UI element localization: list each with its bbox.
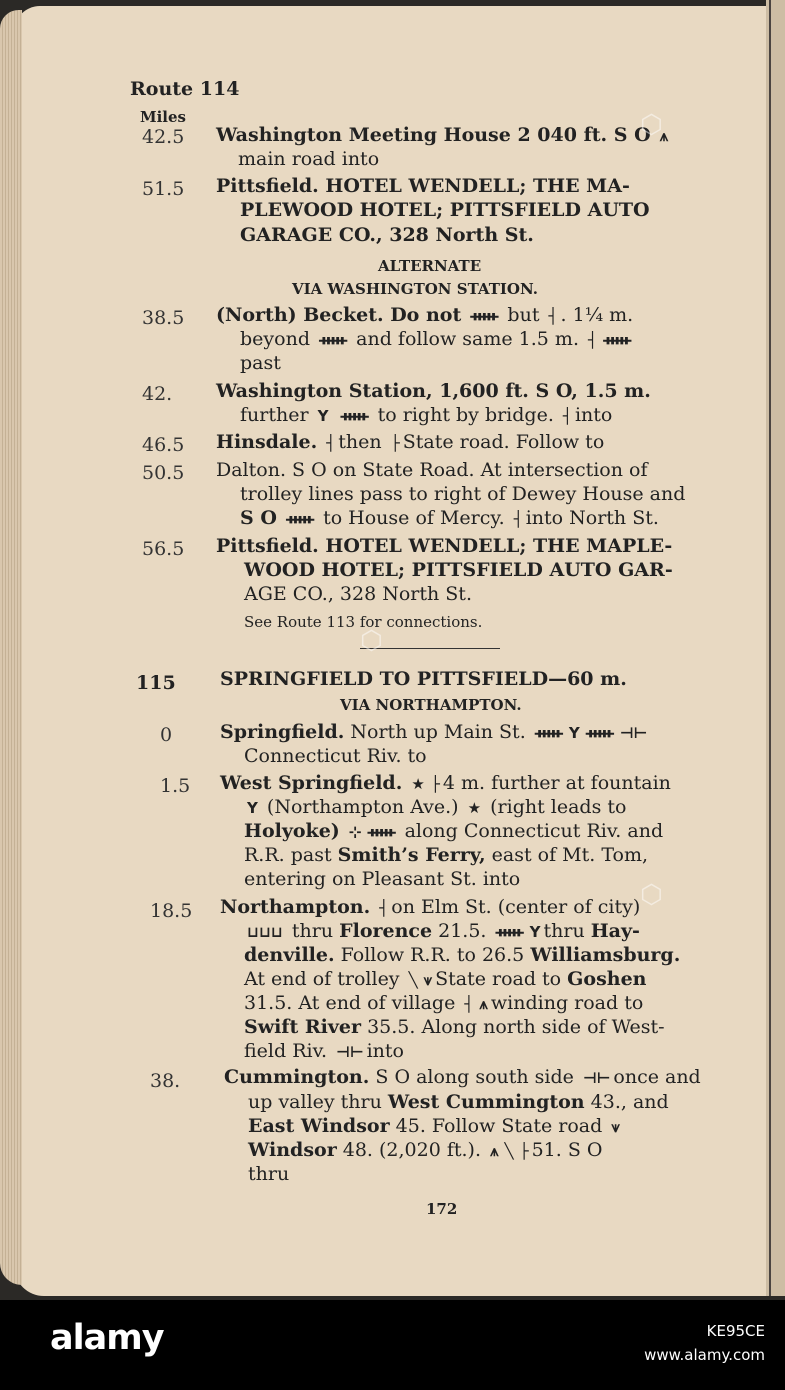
entry-main-road: main road into: [238, 148, 380, 170]
page-edges: [0, 10, 22, 1285]
entry-washington-meeting-house: Washington Meeting House 2 040 ft. S O ⩚: [216, 124, 669, 146]
mile-38: 38.: [150, 1070, 181, 1092]
cross-road-icon: ⊹: [348, 823, 362, 841]
entry-becket: (North) Becket. Do not ᚔ but ┤ . 1¼ m.: [216, 304, 634, 326]
right-turn-icon: ├: [390, 434, 400, 452]
entry-cummington-5: thru: [248, 1163, 290, 1185]
mile-56-5: 56.5: [142, 538, 185, 560]
entry-cummington-3: East Windsor 45. Follow State road ⩛: [248, 1115, 620, 1137]
star-icon: ★: [411, 775, 425, 793]
watermark-mark: ⬡: [360, 626, 383, 656]
pittsfield-alt-line-1: Pittsfield. HOTEL WENDELL; THE MAPLE-: [216, 535, 673, 557]
entry-springfield: Springfield. North up Main St. ᚔ Y ᚔ ⊣⊢: [220, 721, 648, 743]
pittsfield-line-3: GARAGE CO., 328 North St.: [240, 224, 534, 246]
stock-url: www.alamy.com: [644, 1346, 765, 1364]
pittsfield-line-1: Pittsfield. HOTEL WENDELL; THE MA-: [216, 175, 630, 197]
mile-0: 0: [160, 724, 173, 746]
route-115-number: 115: [136, 672, 176, 694]
bridge-icon: ⊣⊢: [336, 1043, 364, 1061]
entry-becket-3: past: [240, 352, 281, 374]
alternate-heading: ALTERNATE: [378, 257, 482, 275]
mile-1-5: 1.5: [160, 775, 191, 797]
entry-hinsdale: Hinsdale. ┤ then ├ State road. Follow to: [216, 431, 605, 453]
entry-northampton-7: field Riv. ⊣⊢ into: [244, 1040, 404, 1062]
entry-becket-2: beyond ᚔ and follow same 1.5 m. ┤ ᚔ: [240, 328, 632, 350]
rail-crossing-icon: ᚔ: [340, 407, 369, 425]
hill-up-icon: ⩚: [479, 995, 488, 1013]
left-turn-icon: ┤: [464, 995, 474, 1013]
bridge-icon: ⊣⊢: [619, 724, 648, 742]
mile-42: 42.: [142, 383, 173, 405]
hill-up-icon: ⩚: [490, 1142, 499, 1160]
bear-right-icon: ╲: [408, 971, 418, 989]
entry-cummington-2: up valley thru West Cummington 43., and: [248, 1091, 669, 1113]
entry-west-springfield-5: entering on Pleasant St. into: [244, 868, 521, 890]
entry-dalton-3: S O ᚔ to House of Mercy. ┤ into North St.: [240, 507, 659, 529]
rail-crossing-icon: ᚔ: [319, 331, 348, 349]
left-turn-icon: ┤: [562, 407, 572, 425]
rail-crossing-icon: ᚔ: [285, 510, 315, 528]
pittsfield-alt-line-2: WOOD HOTEL; PITTSFIELD AUTO GAR-: [244, 559, 673, 581]
left-turn-icon: ┤: [513, 510, 523, 528]
mile-42-5: 42.5: [142, 126, 185, 148]
entry-northampton: Northampton. ┤ on Elm St. (center of city): [220, 896, 641, 918]
entry-washington-station-2: further Y ᚔ to right by bridge. ┤ into: [240, 404, 613, 426]
route-label: Route 114: [130, 78, 240, 100]
left-turn-icon: ┤: [588, 331, 598, 349]
mile-18-5: 18.5: [150, 900, 193, 922]
mile-38-5: 38.5: [142, 307, 185, 329]
entry-west-springfield-4: R.R. past Smith’s Ferry, east of Mt. Tom,: [244, 844, 649, 866]
entry-northampton-2: ⊔⊔⊔ thru Florence 21.5. ᚔ Y thru Hay-: [247, 920, 640, 942]
mile-50-5: 50.5: [142, 462, 185, 484]
entry-northampton-5: 31.5. At end of village ┤ ⩚ winding road to: [244, 992, 644, 1014]
entry-cummington: Cummington. S O along south side ⊣⊢ once and: [224, 1066, 701, 1088]
fork-icon: ⩚: [659, 127, 669, 145]
bear-right-icon: ╲: [504, 1142, 514, 1160]
rail-crossing-icon: ᚔ: [495, 923, 524, 941]
entry-northampton-4: At end of trolley ╲ ⩛ State road to Goshen: [244, 968, 647, 990]
route-115-title: SPRINGFIELD TO PITTSFIELD—60 m.: [220, 668, 627, 690]
page-number: 172: [426, 1200, 458, 1218]
entry-springfield-2: Connecticut Riv. to: [244, 745, 427, 767]
book-binding: [766, 0, 785, 1296]
miles-label: Miles: [140, 108, 186, 126]
left-turn-icon: ┤: [379, 899, 389, 917]
rail-crossing-icon: ᚔ: [603, 331, 632, 349]
y-fork-icon: Y: [247, 799, 258, 817]
entry-dalton: Dalton. S O on State Road. At intersection of: [216, 459, 648, 481]
star-icon: ★: [467, 799, 482, 817]
entry-northampton-6: Swift River 35.5. Along north side of West-: [244, 1016, 665, 1038]
right-turn-icon: ├: [430, 775, 440, 793]
rail-crossing-icon: ᚔ: [470, 307, 499, 325]
watermark-mark: ⬡: [640, 880, 663, 910]
entry-northampton-3: denville. Follow R.R. to 26.5 Williamsburg.: [244, 944, 681, 966]
pittsfield-alt-line-3: AGE CO., 328 North St.: [244, 583, 472, 605]
entry-washington-station: Washington Station, 1,600 ft. S O, 1.5 m.: [216, 380, 651, 402]
mile-46-5: 46.5: [142, 434, 185, 456]
alamy-logo: alamy: [50, 1318, 164, 1358]
right-turn-icon: ├: [519, 1142, 529, 1160]
mile-51-5: 51.5: [142, 178, 185, 200]
entry-west-springfield-2: Y (Northampton Ave.) ★ (right leads to: [247, 796, 627, 818]
watermark-mark: ⬡: [640, 110, 663, 140]
hill-down-icon: ⩛: [611, 1118, 620, 1136]
entry-cummington-4: Windsor 48. (2,020 ft.). ⩚ ╲ ├ 51. S O: [248, 1139, 603, 1161]
left-turn-icon: ┤: [326, 434, 336, 452]
bridge-icon: ⊣⊢: [582, 1069, 611, 1087]
image-id: KE95CE: [706, 1322, 765, 1340]
y-fork-icon: Y: [317, 407, 329, 425]
entry-dalton-2: trolley lines pass to right of Dewey House and: [240, 483, 686, 505]
rail-crossing-icon: ᚔ: [534, 724, 563, 742]
route-115-via: VIA NORTHAMPTON.: [340, 696, 522, 714]
alternate-via: VIA WASHINGTON STATION.: [292, 280, 538, 298]
hill-down-icon: ⩛: [423, 971, 433, 989]
entry-west-springfield: West Springfield. ★ ├ 4 m. further at fountain: [220, 772, 671, 794]
rail-crossing-icon: ᚔ: [585, 724, 614, 742]
trolley-icon: ⊔⊔⊔: [247, 923, 283, 941]
rail-crossing-icon: ᚔ: [367, 823, 396, 841]
entry-west-springfield-3: Holyoke) ⊹ ᚔ along Connecticut Riv. and: [244, 820, 664, 842]
see-route-note: See Route 113 for connections.: [244, 613, 483, 631]
left-turn-icon: ┤: [548, 307, 558, 325]
y-fork-icon: Y: [568, 724, 580, 742]
pittsfield-line-2: PLEWOOD HOTEL; PITTSFIELD AUTO: [240, 199, 650, 221]
y-fork-icon: Y: [529, 923, 541, 941]
